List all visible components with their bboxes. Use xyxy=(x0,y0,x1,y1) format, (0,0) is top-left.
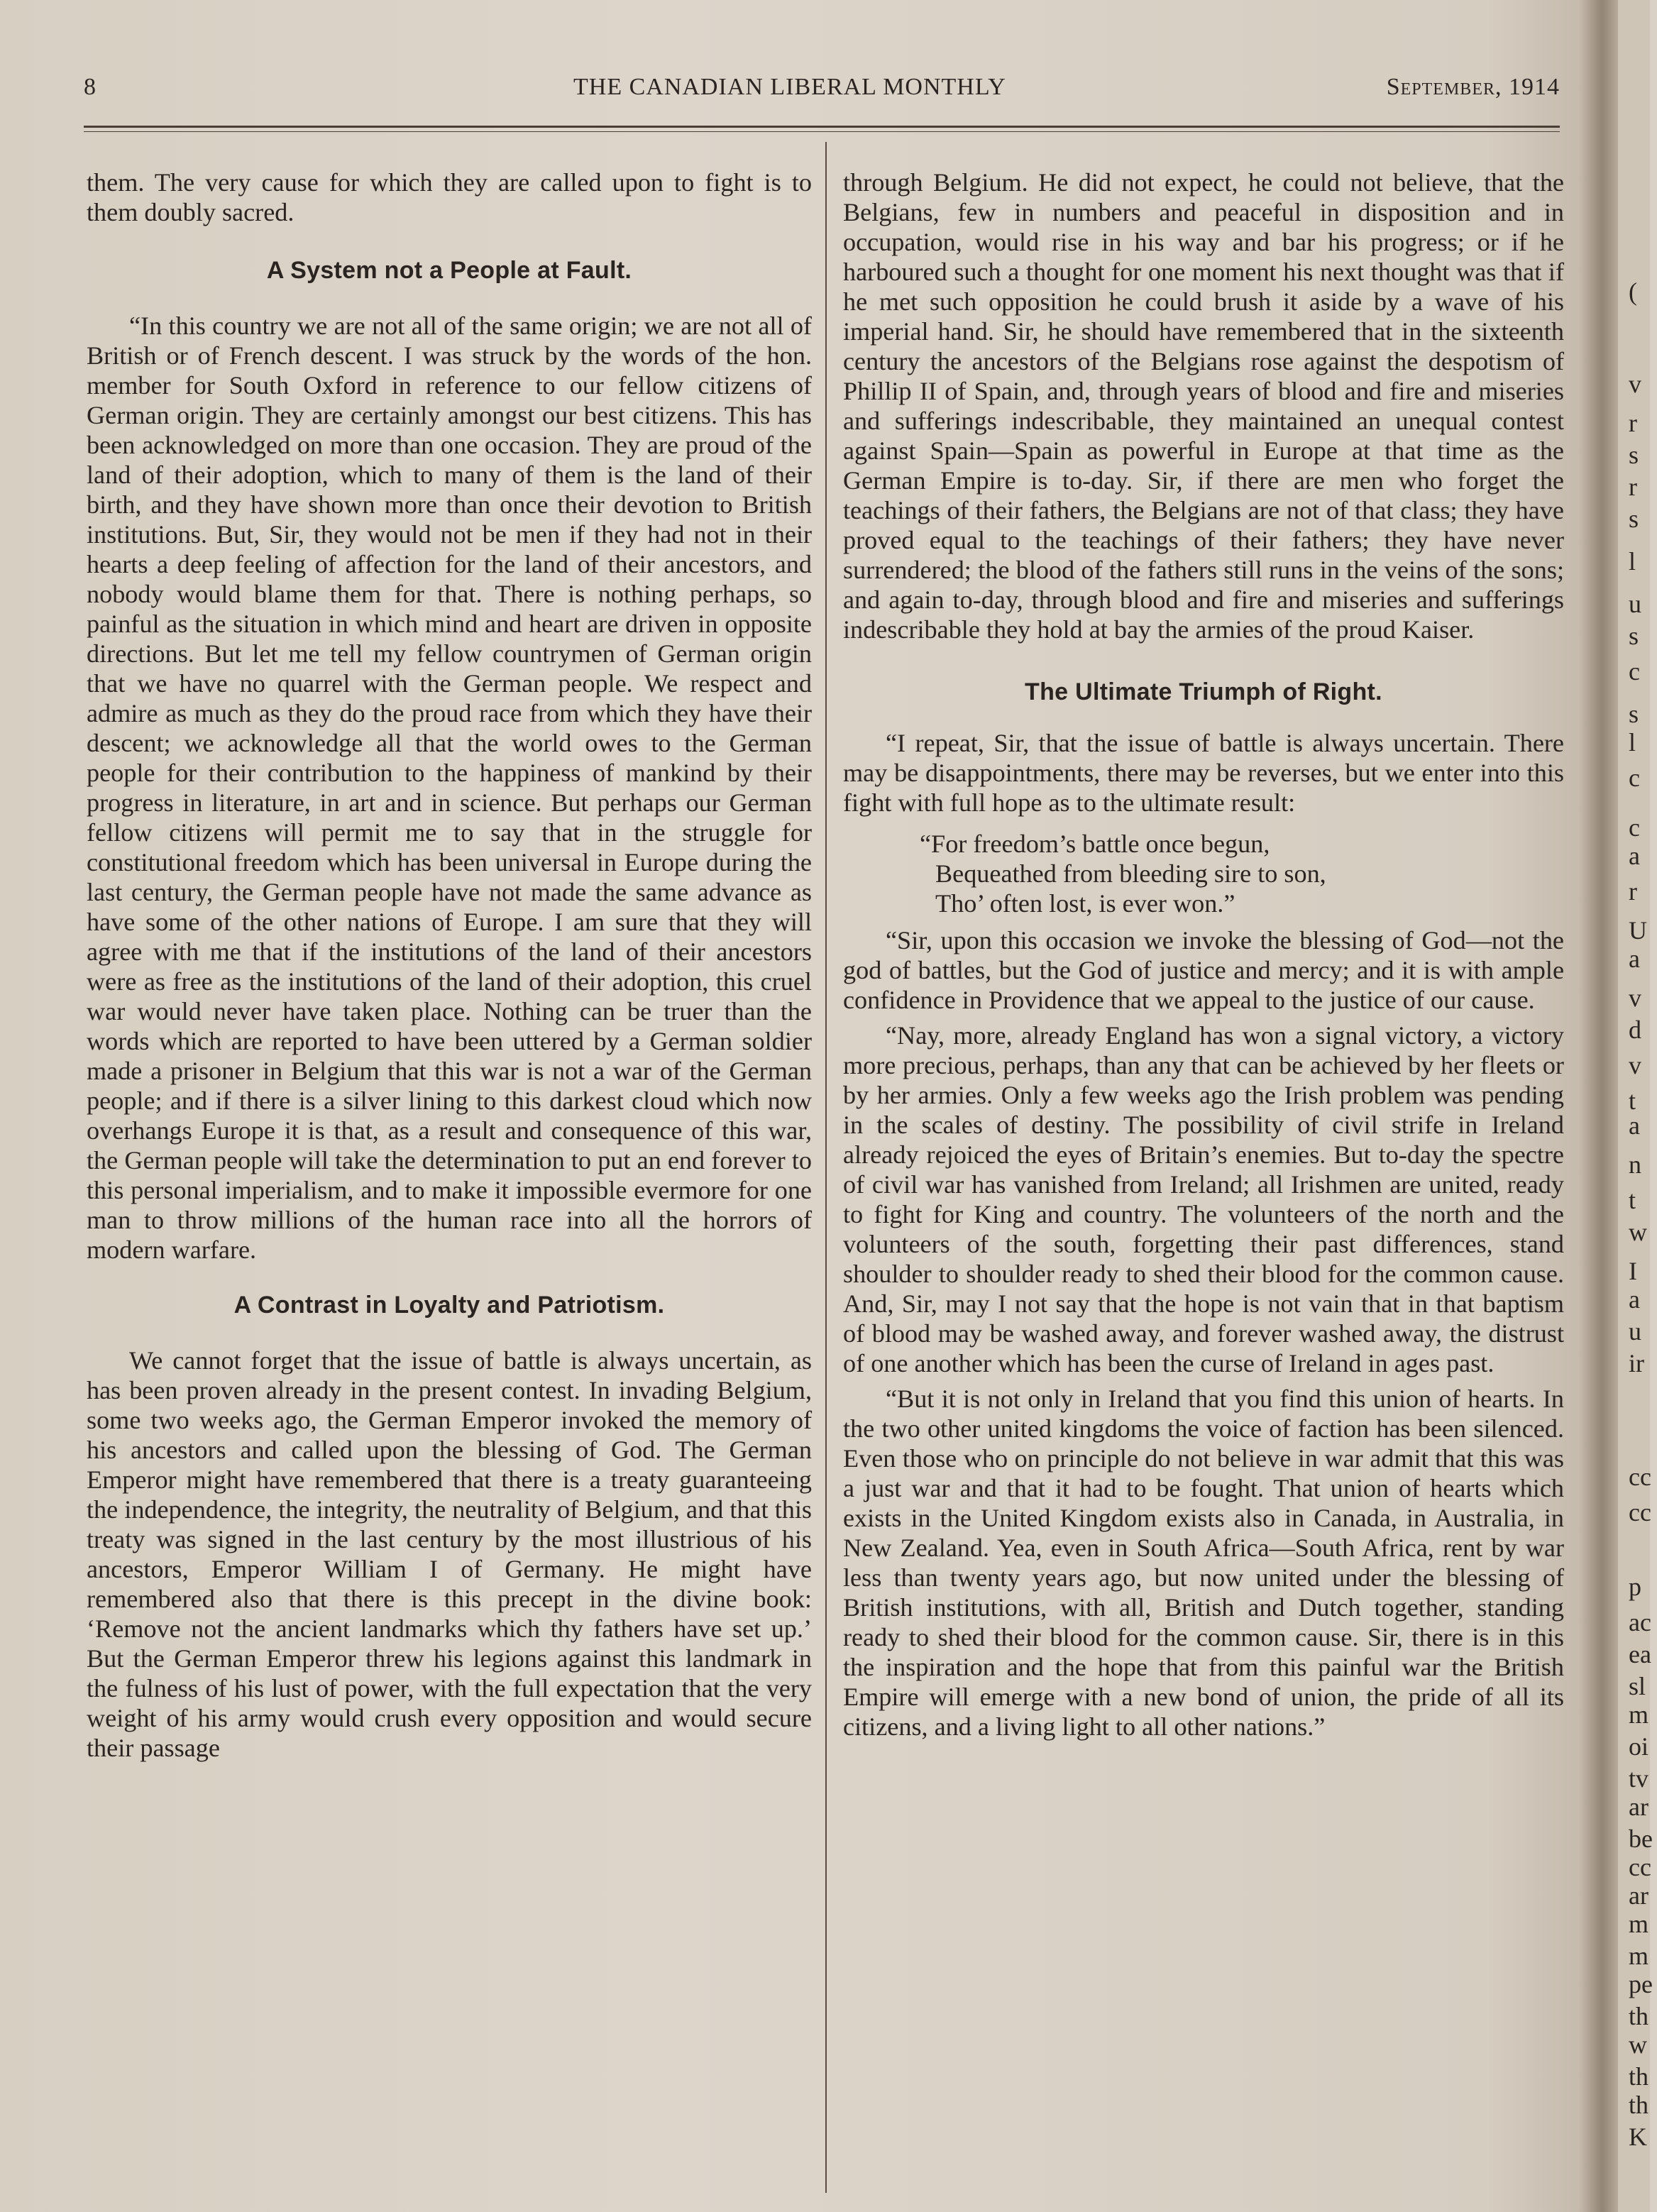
margin-fragment: cc xyxy=(1629,1463,1651,1491)
margin-fragment: tv xyxy=(1629,1764,1649,1793)
margin-fragment: cc xyxy=(1629,1498,1651,1526)
margin-fragment: s xyxy=(1629,700,1639,728)
binding-gutter-shadow xyxy=(1579,0,1622,2212)
margin-fragment: c xyxy=(1629,764,1640,792)
margin-fragment: a xyxy=(1629,1285,1640,1314)
margin-fragment: oi xyxy=(1629,1732,1649,1761)
section-heading: The Ultimate Triumph of Right. xyxy=(1025,678,1382,705)
margin-fragment: th xyxy=(1629,2062,1649,2091)
margin-fragment: d xyxy=(1629,1016,1641,1044)
margin-fragment: ea xyxy=(1629,1640,1651,1668)
margin-fragment: ac xyxy=(1629,1608,1651,1636)
page-number: 8 xyxy=(84,74,97,100)
margin-fragment: s xyxy=(1629,441,1639,469)
verse-line: “For freedom’s battle once begun, xyxy=(920,830,1270,858)
margin-fragment: ir xyxy=(1629,1349,1644,1377)
margin-fragment: th xyxy=(1629,2091,1649,2119)
magazine-title: THE CANADIAN LIBERAL MONTHLY xyxy=(573,74,1006,100)
margin-fragment: n xyxy=(1629,1150,1641,1179)
margin-fragment: r xyxy=(1629,473,1637,501)
margin-fragment: v xyxy=(1629,1051,1641,1079)
margin-fragment: v xyxy=(1629,984,1641,1012)
margin-fragment: w xyxy=(1629,2030,1647,2059)
margin-fragment: p xyxy=(1629,1573,1641,1601)
header-rule-thin xyxy=(84,131,1560,132)
verse-line: Tho’ often lost, is ever won.” xyxy=(935,889,1235,918)
margin-fragment: r xyxy=(1629,409,1637,437)
continued-paragraph: through Belgium. He did not expect, he could not believe, that the Belgians, few in numbers and peaceful in disposition and in occupation, would rise in his way and bar his progress; or if he harboured such a thought for one moment his next thought was that if he met such opposition he could brush it aside by a wave of his imperial hand. Sir, he should have remembered that in the sixteenth century the ancestors of the Belgians rose against the despotism of Phillip II of Spain, and, through years of blood and fire and miseries and sufferings indescribable, they maintained an unequal contest against Spain—Spain as powerful in Europe at that time as the German Empire is to-day. Sir, if there are men who forget the teachings of their fathers, the Belgians are not of that class; they have proved equal to the teachings of their fathers; they have never surrendered; the blood of the fathers still runs in the veins of the sons; and again to-day, through blood and fire and miseries and sufferings indescribable they hold at bay the armies of the proud Kaiser. xyxy=(843,168,1564,644)
margin-fragment: a xyxy=(1629,1111,1640,1140)
column-divider xyxy=(825,142,827,2193)
margin-fragment: r xyxy=(1629,877,1637,906)
section-heading: A System not a People at Fault. xyxy=(266,257,632,284)
margin-fragment: a xyxy=(1629,945,1640,973)
margin-fragment: s xyxy=(1629,505,1639,533)
margin-fragment: t xyxy=(1629,1086,1636,1115)
verse-quote xyxy=(843,829,1564,918)
header-rule-thick xyxy=(84,126,1560,128)
issue-date: September, 1914 xyxy=(1386,74,1560,100)
margin-fragment: pe xyxy=(1629,1970,1653,1998)
body-paragraph: “Sir, upon this occasion we invoke the blessing of God—not the god of battles, but the God of justice and mercy; and it is with ample confidence in Providence that we appeal to the justice of our cause. xyxy=(843,926,1564,1014)
body-paragraph: “But it is not only in Ireland that you find this union of hearts. In the two other united kingdoms the voice of faction has been silenced. Even those who on principle do not believe in war admit that this was a just war and that it had to be fought. That union of hearts which exists in the United Kingdom exists also in Canada, in Australia, in New Zealand. Yea, even in South Africa—South Africa, rent by war less than twenty years ago, but now united under the blessing of British institutions, with all, British and Dutch together, standing ready to shed their blood for the common cause. Sir, there is in this the inspiration and the hope that from this painful war the British Empire will emerge with a new bond of union, the pride of all its citizens, and a living light to all other nations.” xyxy=(843,1385,1564,1741)
margin-fragment: I xyxy=(1629,1257,1637,1285)
left-column xyxy=(87,167,812,1763)
margin-fragment: a xyxy=(1629,842,1640,870)
margin-fragment: c xyxy=(1629,657,1640,686)
margin-fragment: ar xyxy=(1629,1881,1648,1910)
page-header xyxy=(84,74,1560,109)
margin-fragment: u xyxy=(1629,590,1641,618)
margin-fragment: sl xyxy=(1629,1672,1646,1700)
margin-fragment: w xyxy=(1629,1218,1647,1246)
margin-fragment: u xyxy=(1629,1317,1641,1346)
intro-paragraph: them. The very cause for which they are called upon to fight is to them doubly sacred. xyxy=(87,168,812,226)
margin-fragment: c xyxy=(1629,813,1640,842)
margin-fragment: cc xyxy=(1629,1853,1651,1881)
section-heading: A Contrast in Loyalty and Patriotism. xyxy=(233,1292,665,1319)
body-paragraph: We cannot forget that the issue of battle is always uncertain, as has been proven already in the present contest. In invading Belgium, some two weeks ago, the German Emperor invoked the memory of his ancestors and called upon the blessing of God. The German Emperor might have remembered that there is a treaty guaranteeing the independence, the integrity, the neutrality of Belgium, and that this treaty was signed in the last century by the most illustrious of his ancestors, Emperor William I of Germany. He might have remembered also that there is this precept in the divine book: ‘Remove not the ancient landmarks which thy fathers have set up.’ But the German Emperor threw his legions against this landmark in the fulness of his lust of power, with the full expectation that the very weight of his army would crush every opposition and would secure their passage xyxy=(87,1346,812,1762)
body-paragraph: “In this country we are not all of the same origin; we are not all of British or of French descent. I was struck by the words of the hon. member for South Oxford in reference to our fellow citizens of German origin. They are certainly amongst our best citizens. This has been acknowledged on more than one occasion. They are proud of the land of their adoption, which to many of them is the land of their birth, and they have shown more than once their devotion to British institutions. But, Sir, they would not be men if they had not in their hearts a deep feeling of affection for the land of their ancestors, and nobody would blame them for that. There is nothing perhaps, so painful as the situation in which mind and heart are driven in opposite directions. But let me tell my fellow countrymen of German origin that we have no quarrel with the German people. We respect and admire as much as they do the proud race from which they have their descent; we acknowledge all that the world owes to the German people for their contribution to the happiness of mankind by their progress in literature, in art and in science. But perhaps our German fellow citizens will permit me to say that in the struggle for constitutional freedom which has been universal in Europe during the last century, the German people have not made the same advance as have some of the other nations of Europe. I am sure that they will agree with me that if the institutions of the land of their ancestors were as free as the institutions of the land of their adoption, this cruel war would never have taken place. Nothing can be truer than the words which are reported to have been uttered by a German soldier made a prisoner in Belgium that this war is not a war of the German people; and if there is a silver lining to this darkest cloud which now overhangs Europe it is that, as a result and consequence of this war, the German people will take the determination to put an end forever to this personal imperialism, and to make it impossible evermore for one man to throw millions of the human race into all the horrors of modern warfare. xyxy=(87,312,812,1264)
margin-fragment: t xyxy=(1629,1186,1636,1214)
margin-fragment: ar xyxy=(1629,1793,1648,1821)
margin-fragment: l xyxy=(1629,547,1636,576)
margin-fragment: s xyxy=(1629,622,1639,650)
margin-fragment: U xyxy=(1629,916,1647,945)
margin-fragment: l xyxy=(1629,728,1636,756)
margin-fragment: be xyxy=(1629,1825,1653,1853)
margin-fragment: K xyxy=(1629,2123,1647,2151)
verse-line: Bequeathed from bleeding sire to son, xyxy=(935,859,1326,888)
body-paragraph: “Nay, more, already England has won a signal victory, a victory more precious, perhaps, than any that can be achieved by her fleets or by her armies. Only a few weeks ago the Irish problem was pending in the scales of destiny. The possibility of civil strife in Ireland already rejoiced the eyes of Britain’s enemies. But to-day the spectre of civil war has vanished from Ireland; all Irishmen are united, ready to fight for King and country. The volunteers of the north and the volunteers of the south, forgetting their past differences, stand shoulder to shoulder ready to shed their blood for the common cause. And, Sir, may I not say that the hope is not vain that in that baptism of blood may be washed away, and forever washed away, the distrust of one another which has been the curse of Ireland in ages past. xyxy=(843,1021,1564,1377)
margin-fragment: m xyxy=(1629,1910,1649,1938)
margin-fragment: m xyxy=(1629,1942,1649,1970)
margin-fragment: th xyxy=(1629,2002,1649,2030)
margin-fragment: m xyxy=(1629,1700,1649,1729)
right-column xyxy=(843,167,1564,1741)
next-page-text-fragments xyxy=(1629,0,1657,2212)
body-paragraph: “I repeat, Sir, that the issue of battle is always uncertain. There may be disappointments, there may be reverses, but we enter into this fight with full hope as to the ultimate result: xyxy=(843,729,1564,817)
margin-fragment: ( xyxy=(1629,277,1637,306)
margin-fragment: v xyxy=(1629,370,1641,398)
